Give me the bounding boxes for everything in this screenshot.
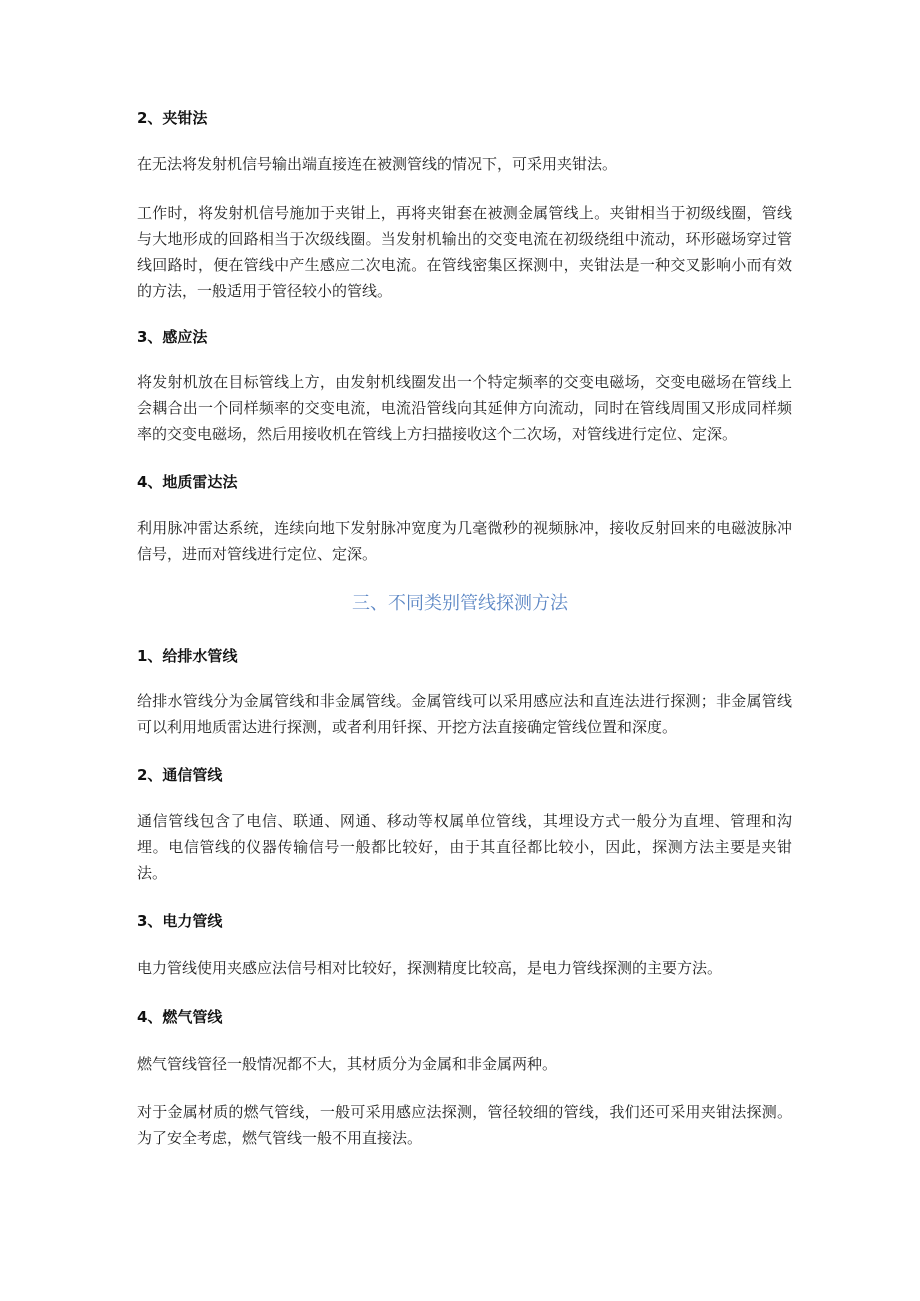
paragraph: 在无法将发射机信号输出端直接连在被测管线的情况下，可采用夹钳法。 [137, 155, 618, 173]
subsection-heading: 4、燃气管线 [137, 1008, 223, 1026]
paragraph: 将发射机放在目标管线上方，由发射机线圈发出一个特定频率的交变电磁场，交变电磁场在管线上会耦合出一个同样频率的交变电流，电流沿管线向其延伸方向流动，同时在管线周围又形成同样频率的交变电磁场，然后用接收机在管线上方扫描接收这个二次场，对管线进行定位、定深。 [137, 373, 792, 443]
paragraph: 燃气管线管径一般情况都不大，其材质分为金属和非金属两种。 [137, 1055, 558, 1073]
subsection-heading: 3、感应法 [137, 328, 208, 346]
paragraph: 电力管线使用夹感应法信号相对比较好，探测精度比较高，是电力管线探测的主要方法。 [137, 959, 723, 977]
paragraph: 工作时，将发射机信号施加于夹钳上，再将夹钳套在被测金属管线上。夹钳相当于初级线圈，管线与大地形成的回路相当于次级线圈。当发射机输出的交变电流在初级绕组中流动，环形磁场穿过管线回路时，便在管线中产生感应二次电流。在管线密集区探测中，夹钳法是一种交叉影响小而有效的方法，一般适用于管径较小的管线。 [137, 204, 792, 300]
paragraph: 对于金属材质的燃气管线，一般可采用感应法探测，管径较细的管线，我们还可采用夹钳法探测。为了安全考虑，燃气管线一般不用直接法。 [137, 1103, 792, 1147]
section-title: 三、不同类别管线探测方法 [352, 593, 568, 614]
paragraph: 通信管线包含了电信、联通、网通、移动等权属单位管线，其埋设方式一般分为直埋、管理和沟埋。电信管线的仪器传输信号一般都比较好，由于其直径都比较小，因此，探测方法主要是夹钳法。 [137, 812, 792, 882]
subsection-heading: 2、夹钳法 [137, 109, 208, 127]
subsection-heading: 2、通信管线 [137, 766, 223, 784]
subsection-heading: 1、给排水管线 [137, 647, 238, 665]
subsection-heading: 4、地质雷达法 [137, 473, 238, 491]
paragraph: 利用脉冲雷达系统，连续向地下发射脉冲宽度为几毫微秒的视频脉冲，接收反射回来的电磁波脉冲信号，进而对管线进行定位、定深。 [137, 519, 792, 563]
paragraph: 给排水管线分为金属管线和非金属管线。金属管线可以采用感应法和直连法进行探测；非金属管线可以利用地质雷达进行探测，或者利用钎探、开挖方法直接确定管线位置和深度。 [137, 692, 792, 736]
subsection-heading: 3、电力管线 [137, 912, 223, 930]
